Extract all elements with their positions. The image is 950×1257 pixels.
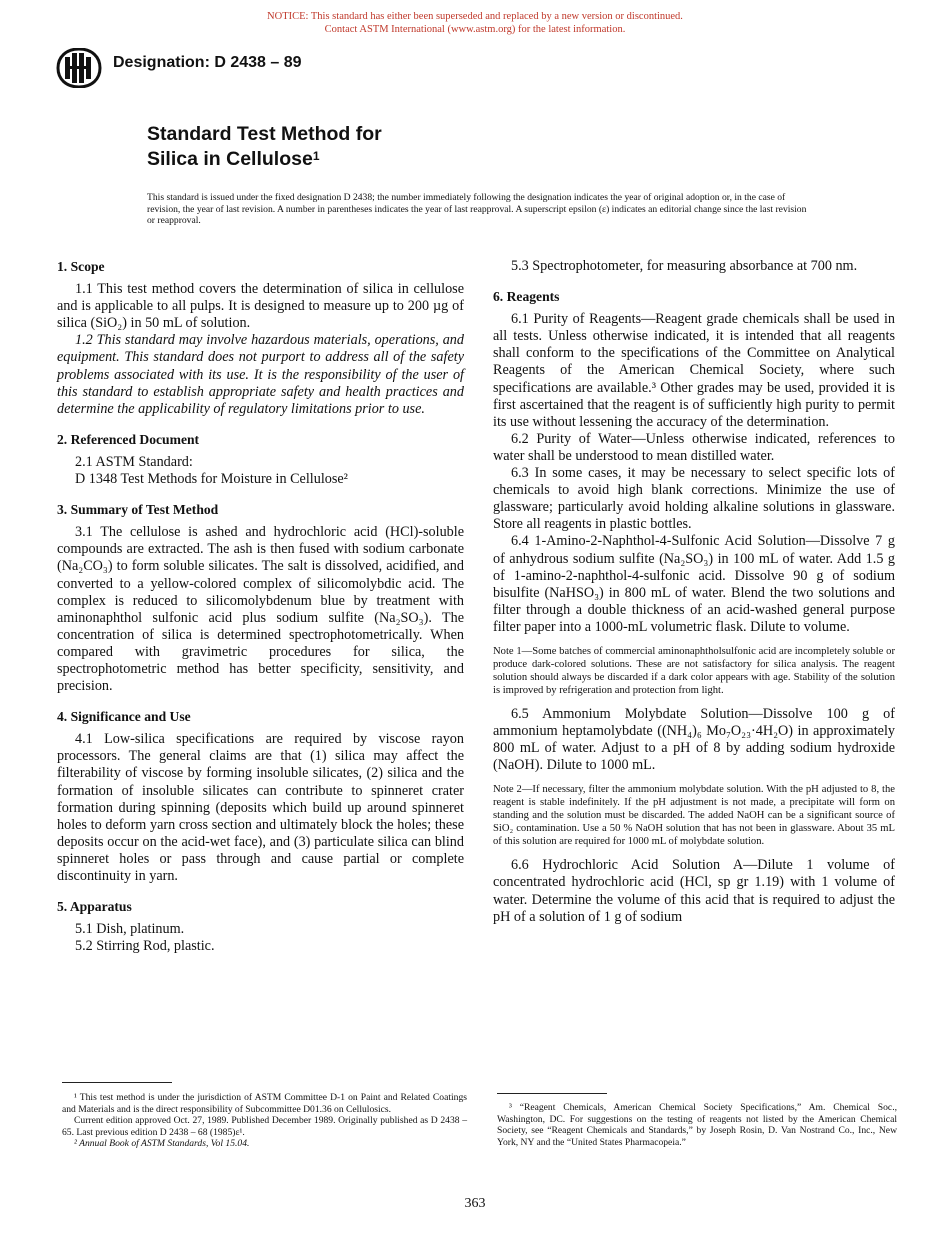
- para-6-4: 6.4 1-Amino-2-Naphthol-4-Sulfonic Acid Solution—Dissolve 7 g of anhydrous sodium sulfite (Na₂SO₃) in 100 mL of water. Add 1.5 g of 1-amino-2-naphthol-4-sulfonic acid. Dissolve 90 g of sodium bisulfite (NaHSO₃) in 800 mL of water. Blend the two solutions and filter through a double thickness of an acid-washed general purpose filter paper into a 1000-mL volumetric flask. Dilute to volume.: [493, 533, 895, 635]
- footnote-1: ¹ This test method is under the jurisdiction of ASTM Committee D-1 on Paint and Related Coatings and Materials and is the direct responsibility of Subcommittee D01.36 on Cellulosics.: [62, 1092, 467, 1115]
- title-line-1: Standard Test Method for: [147, 123, 382, 145]
- footnotes-right: [497, 1102, 897, 1148]
- para-6-1: 6.1 Purity of Reagents—Reagent grade chemicals shall be used in all tests. Unless otherwise indicated, it is intended that all reagents shall conform to the specifications of the Committee on Analytical Reagents of the American Chemical Society, where such specifications are available.³ Other grades may be used, provided it is first ascertained that the reagent is of sufficiently high purity to permit its use without lessening the accuracy of the determination.: [493, 311, 895, 430]
- note-2: Note 2—If necessary, filter the ammonium molybdate solution. With the pH adjusted to 8, the reagent is stable indefinitely. If the pH adjustment is not made, a precipitate will form on standing and the solution must be discarded. The added NaOH can be a significant source of SiO₂ contamination. Use a 50 % NaOH solution that has not been in glassware. About 35 mL of this solution are required for 1000 mL of molybdate solution.: [493, 784, 895, 848]
- para-6-5: 6.5 Ammonium Molybdate Solution—Dissolve 100 g of ammonium heptamolybdate ((NH₄)₆ Mo₇O₂₃·4H₂O) in approximately 800 mL of water. Adjust to a pH of 8 by adding sodium hydroxide (NaOH). Dilute to 1000 mL.: [493, 705, 895, 774]
- footnotes-left: [62, 1092, 467, 1150]
- para-6-6: 6.6 Hydrochloric Acid Solution A—Dilute 1 volume of concentrated hydrochloric acid (HCl, sp gr 1.19) with 1 volume of water. Determine the volume of this acid that is required to adjust the pH of a solution of 1 g of sodium: [493, 857, 895, 925]
- section-5-title: 5. Apparatus: [57, 899, 132, 915]
- right-column: [493, 258, 895, 926]
- designation: Designation: D 2438 – 89: [113, 54, 302, 71]
- footnote-2: ² Annual Book of ASTM Standards, Vol 15.04.: [74, 1138, 250, 1150]
- title-footnote-mark: 1: [312, 149, 320, 163]
- para-4-1: 4.1 Low-silica specifications are required by viscose rayon processors. The general claims are that (1) silica may affect the filterability of viscose by forming insoluble silicates, (2) silica and the formation of insoluble silicates can contribute to spinneret crater formation during spinning (deposits which build up around spinneret holes to deform yarn cross section and ultimately block the holes; these deposits occur on the acid-wet face), and (3) particulate silica can blind spinneret holes or pass through and cause partial or complete discontinuity in yarn.: [57, 731, 464, 884]
- section-1-title: 1. Scope: [57, 259, 105, 274]
- title-line-2: Silica in Cellulose: [147, 148, 313, 170]
- para-5-2: 5.2 Stirring Rod, plastic.: [75, 938, 215, 955]
- astm-logo: [56, 48, 102, 88]
- notice-line-2: Contact ASTM International (www.astm.org) for the latest information.: [324, 24, 626, 35]
- left-column: [57, 258, 464, 955]
- notice-line-1: NOTICE: This standard has either been superseded and replaced by a new version or discontinued.: [267, 11, 683, 22]
- para-5-3: 5.3 Spectrophotometer, for measuring absorbance at 700 nm.: [511, 258, 858, 274]
- issued-note: This standard is issued under the fixed designation D 2438; the number immediately following the designation indicates the year of original adoption or, in the case of revision, the year of last revision. A number in parentheses indicates the year of last reapproval. A superscript epsilon (ε) indicates an editorial change since the last revision or reapproval.: [147, 192, 807, 226]
- footnote-rule-right: [497, 1093, 607, 1094]
- page-number: 363: [464, 1196, 486, 1211]
- para-3-1: 3.1 The cellulose is ashed and hydrochloric acid (HCl)-soluble compounds are extracted. The ash is then fused with sodium carbonate (Na₂CO₃) to form soluble silicates. The salt is dissolved, acidified, and converted to a yellow-colored complex of silicomolybdic acid. The complex is reduced to silicomolybdenum blue by treatment with aminonaphthol sulfonic acid plus sodium sulfite (Na₂SO₃). The concentration of silica is determined spectrophotometrically. When compared with gravimetric procedures for silica, the spectrophotometric method has better specificity, sensitivity, and precision.: [57, 524, 464, 695]
- reference-d1348: D 1348 Test Methods for Moisture in Cellulose²: [75, 471, 348, 488]
- section-4-title: 4. Significance and Use: [57, 709, 191, 725]
- para-6-3: 6.3 In some cases, it may be necessary to select specific lots of chemicals to avoid high blank corrections. Minimize the use of glassware; particularly avoid holding alkaline solutions in glassware. Store all reagents in plastic bottles.: [493, 465, 895, 533]
- section-2-title: 2. Referenced Document: [57, 431, 200, 447]
- section-3-title: 3. Summary of Test Method: [57, 502, 219, 518]
- para-6-2: 6.2 Purity of Water—Unless otherwise indicated, references to water shall be understood to mean distilled water.: [493, 430, 895, 464]
- footnote-1b: Current edition approved Oct. 27, 1989. Published December 1989. Originally published as D 2438 – 65. Last previous edition D 2438 – 68 (1985)ε¹.: [62, 1115, 467, 1138]
- note-1: Note 1—Some batches of commercial aminonaphtholsulfonic acid are incompletely soluble or produce dark-colored solutions. These are not satisfactory for silica analysis. The reagent solution should always be discarded if a dark color appears with age. Stability of the solution is improved by refrigeration and protection from light.: [493, 645, 895, 696]
- para-5-1: 5.1 Dish, platinum.: [75, 921, 185, 938]
- supersede-notice: [0, 10, 950, 36]
- para-2-1: 2.1 ASTM Standard:: [75, 453, 193, 470]
- footnote-rule-left: [62, 1082, 172, 1083]
- para-1-2: 1.2 This standard may involve hazardous materials, operations, and equipment. This standard does not purport to address all of the safety problems associated with its use. It is the responsibility of the user of this standard to establish appropriate safety and health practices and determine the applicability of regulatory limitations prior to use.: [57, 332, 464, 417]
- section-6-title: 6. Reagents: [493, 289, 560, 305]
- document-title: [147, 122, 382, 172]
- para-1-1: 1.1 This test method covers the determination of silica in cellulose and is applicable to all pulps. It is designed to measure up to 200 µg of silica (SiO₂) in 50 mL of solution.: [57, 281, 464, 332]
- footnote-3: ³ “Reagent Chemicals, American Chemical Society Specifications,” Am. Chemical Soc., Washington, DC. For suggestions on the testing of reagents not listed by the American Chemical Society, see “Reagent Chemicals and Standards,” by Joseph Rosin, D. Van Nostrand Co., Inc., New York, NY and the “United States Pharmacopeia.”: [497, 1102, 897, 1148]
